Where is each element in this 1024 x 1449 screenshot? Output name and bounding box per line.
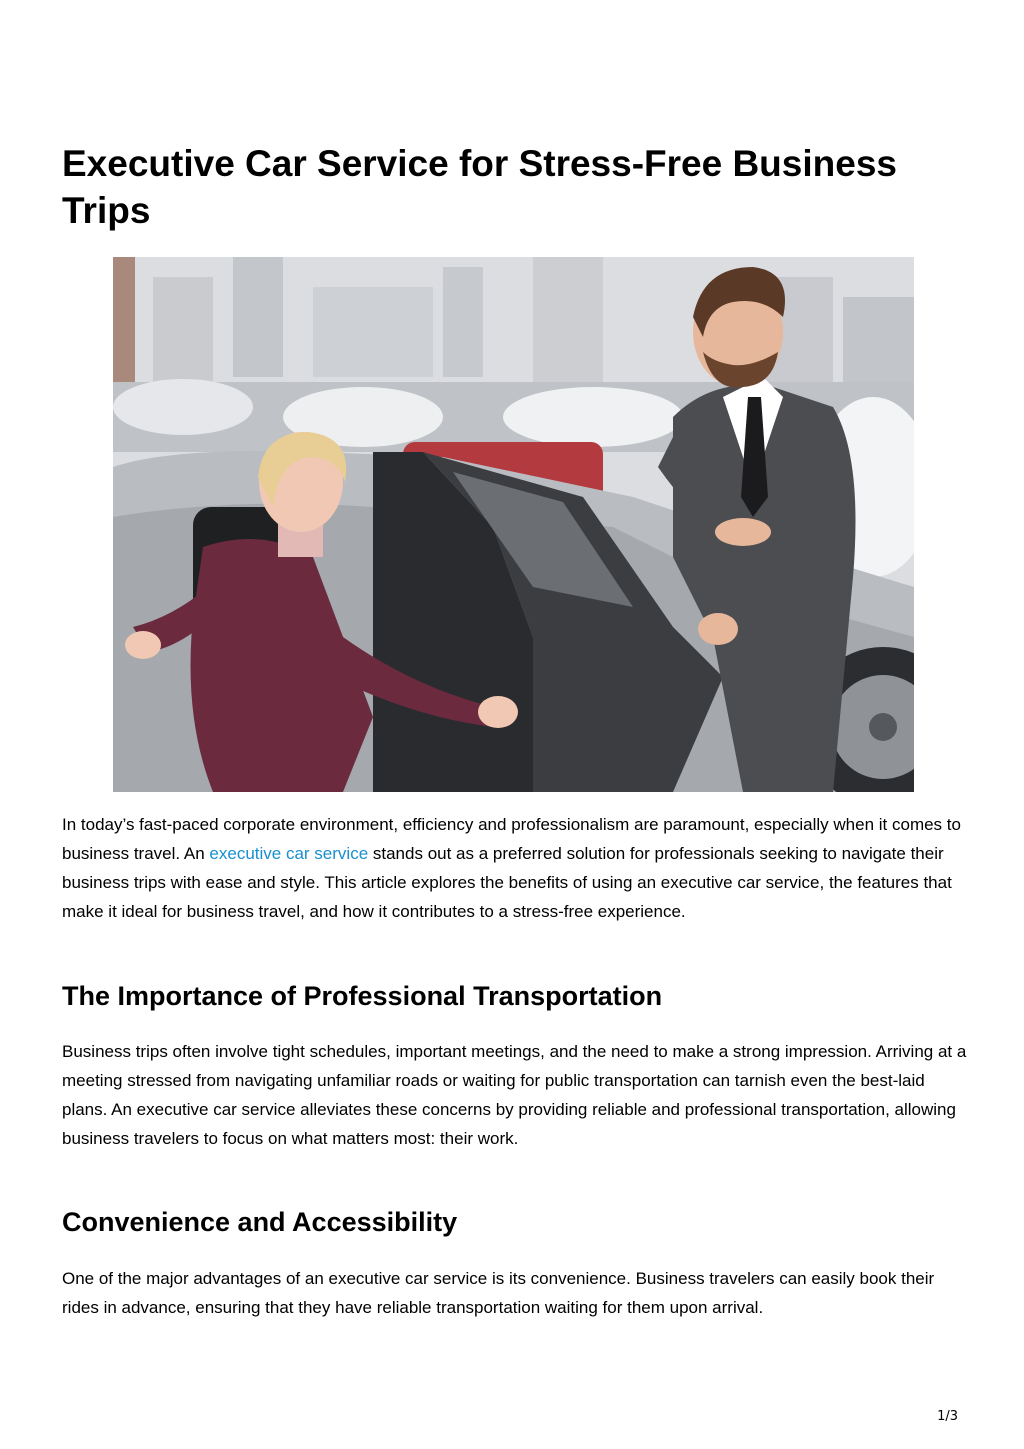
section-body-professional-transportation: Business trips often involve tight schedules, important meetings, and the need to make a strong impression. Arriving at a meeting stressed from navigating unfamiliar roads or waiting for public transportation can tarnish even the best-laid plans. An executive car service alleviates these concerns by providing reliable and professional transportation, allowing business travelers to focus on what matters most: their work. — [62, 1042, 967, 1148]
business-man-opening-car-door-photo-icon — [113, 257, 914, 792]
article-title: Executive Car Service for Stress-Free Business Trips — [62, 143, 897, 231]
section-heading-convenience: Convenience and Accessibility — [62, 1207, 458, 1237]
intro-text-before-link: In today’s fast-paced corporate environment, efficiency and professionalism are paramount, especially when it comes to business travel. An — [62, 815, 961, 863]
section-heading-professional-transportation: The Importance of Professional Transportation — [62, 981, 663, 1011]
executive-car-service-link[interactable]: executive car service — [209, 844, 369, 863]
intro-paragraph — [62, 810, 974, 926]
section-body-convenience: One of the major advantages of an executive car service is its convenience. Business travelers can easily book their rides in advance, ensuring that they have reliable transportation waiting for them upon arrival. — [62, 1269, 935, 1317]
hero-image — [113, 257, 914, 792]
page-number: 1/3 — [937, 1409, 958, 1424]
intro-text-after-link: stands out as a preferred solution for professionals seeking to navigate their business trips with ease and style. This article explores the benefits of using an executive car service, the features that make it ideal for business travel, and how it contributes to a stress-free experience. — [62, 844, 952, 921]
